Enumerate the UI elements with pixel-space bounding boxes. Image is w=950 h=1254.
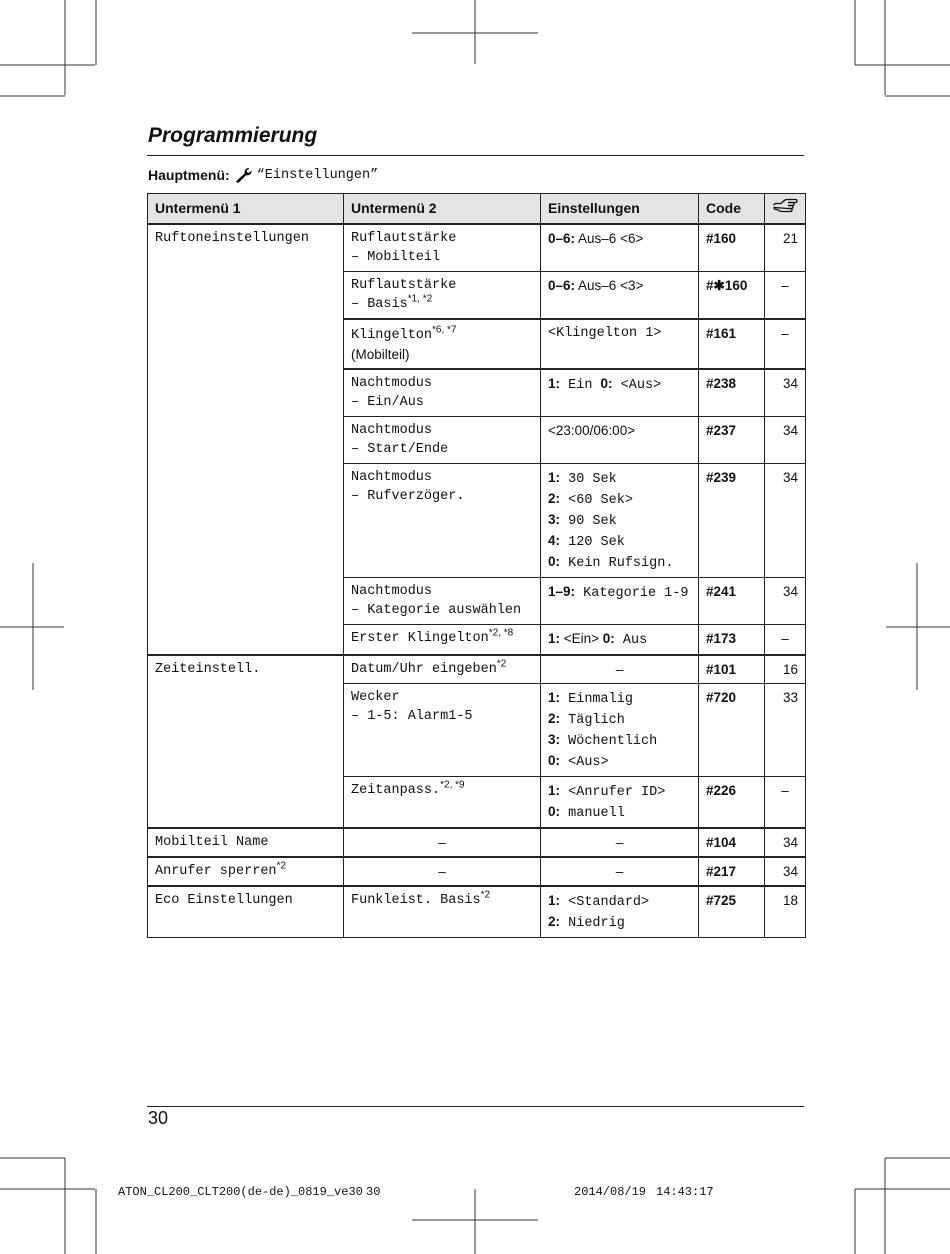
submenu-1-cell: Anrufer sperren$^{*2}$ [148,857,344,886]
table-row [148,655,806,684]
reference-cell: – [765,625,806,656]
reference-cell: 34 [765,578,806,625]
page-number: 30 [148,1108,169,1128]
footer-filename: ATON_CL200_CLT200(de-de)_0819_ve30 [118,1185,363,1199]
code-cell: #161 [699,319,765,369]
reference-cell: 16 [765,655,806,684]
main-menu-value: “Einstellungen” [256,167,379,183]
settings-cell: 1: <Ein> 0: Aus [541,625,699,656]
header-code: Code [699,194,765,225]
footer-time: 14:43:17 [656,1185,714,1199]
submenu-1-cell: Ruftoneinstellungen [148,224,344,655]
submenu-2-cell: Erster Klingelton$^{*2, *8}$ [344,625,541,656]
submenu-2-cell: Klingelton$^{*6, *7}$ (Mobilteil) [344,319,541,369]
reference-cell: 33 [765,684,806,777]
submenu-2-cell: Ruflautstärke – Basis$^{*1, *2}$ [344,272,541,320]
settings-cell: – [541,828,699,857]
reference-cell: 34 [765,417,806,464]
table-row [148,224,806,272]
footer-rule [147,1106,804,1107]
submenu-1-cell: Mobilteil Name [148,828,344,857]
settings-cell: <23:00/06:00> [541,417,699,464]
footer-date: 2014/08/19 [574,1185,647,1199]
submenu-2-cell: Ruflautstärke – Mobilteil [344,224,541,272]
settings-cell: 1: 30 Sek 2: <60 Sek> 3: 90 Sek 4: 120 Sek 0: Kein Rufsign. [541,464,699,578]
header-reference [765,194,806,225]
reference-cell: – [765,272,806,320]
code-cell: #237 [699,417,765,464]
page-heading: Programmierung [148,124,318,147]
submenu-2-cell: Nachtmodus – Kategorie auswählen [344,578,541,625]
reference-cell: 18 [765,886,806,938]
table-row [148,828,806,857]
submenu-2-cell: Datum/Uhr eingeben$^{*2}$ [344,655,541,684]
code-cell: #101 [699,655,765,684]
code-cell: #✱160 [699,272,765,320]
submenu-2-cell: Nachtmodus – Ein/Aus [344,369,541,417]
settings-cell: 0–6: Aus–6 <3> [541,272,699,320]
settings-cell: 0–6: Aus–6 <6> [541,224,699,272]
reference-cell: 34 [765,828,806,857]
code-cell: #217 [699,857,765,886]
submenu-2-cell: Funkleist. Basis$^{*2}$ [344,886,541,938]
submenu-2-cell: – [344,857,541,886]
settings-cell: 1: <Anrufer ID> 0: manuell [541,777,699,829]
settings-cell: <Klingelton 1> [541,319,699,369]
settings-cell: – [541,857,699,886]
settings-cell: 1–9: Kategorie 1-9 [541,578,699,625]
main-menu-label: Hauptmenü: [148,167,230,183]
settings-cell: 1: Ein 0: <Aus> [541,369,699,417]
code-cell: #241 [699,578,765,625]
reference-cell: 34 [765,464,806,578]
submenu-2-cell: Nachtmodus – Start/Ende [344,417,541,464]
table-row [148,857,806,886]
settings-table [147,193,806,938]
wrench-icon [235,167,253,183]
heading-rule [147,155,804,156]
header-settings: Einstellungen [541,194,699,225]
submenu-2-cell: – [344,828,541,857]
submenu-2-cell: Zeitanpass.$^{*2, *9}$ [344,777,541,829]
table-header-row [148,194,806,225]
code-cell: #238 [699,369,765,417]
code-cell: #239 [699,464,765,578]
reference-cell: 34 [765,857,806,886]
reference-cell: 34 [765,369,806,417]
code-cell: #725 [699,886,765,938]
header-submenu-2: Untermenü 2 [344,194,541,225]
footer-page: 30 [366,1185,381,1199]
pointing-hand-icon [771,196,799,218]
code-cell: #160 [699,224,765,272]
settings-cell: 1: <Standard> 2: Niedrig [541,886,699,938]
header-submenu-1: Untermenü 1 [148,194,344,225]
code-cell: #720 [699,684,765,777]
table-row [148,886,806,938]
code-cell: #226 [699,777,765,829]
submenu-2-cell: Nachtmodus – Rufverzöger. [344,464,541,578]
submenu-1-cell: Eco Einstellungen [148,886,344,938]
settings-cell: – [541,655,699,684]
submenu-1-cell: Zeiteinstell. [148,655,344,828]
code-cell: #173 [699,625,765,656]
submenu-2-cell: Wecker – 1-5: Alarm1-5 [344,684,541,777]
main-menu-line [148,167,378,183]
settings-cell: 1: Einmalig 2: Täglich 3: Wöchentlich 0: <Aus> [541,684,699,777]
reference-cell: 21 [765,224,806,272]
code-cell: #104 [699,828,765,857]
reference-cell: – [765,777,806,829]
reference-cell: – [765,319,806,369]
